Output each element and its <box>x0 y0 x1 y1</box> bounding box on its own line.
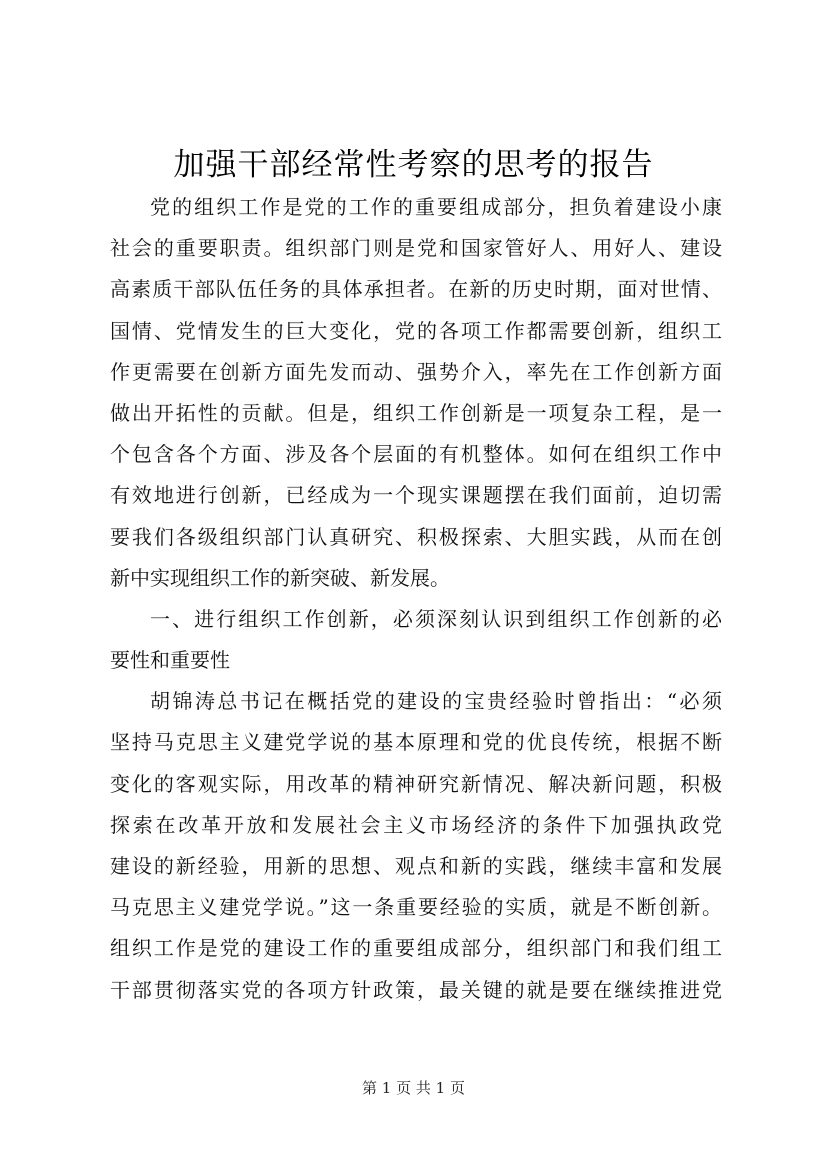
document-title: 加强干部经常性考察的思考的报告 <box>173 147 654 183</box>
paragraph-line: 变化的客观实际，用改革的精神研究新情况、解决新问题，积极 <box>110 771 722 796</box>
paragraph-line: 做出开拓性的贡献。但是，组织工作创新是一项复杂工程，是一 <box>110 400 722 425</box>
paragraph-line: 作更需要在创新方面先发而动、强势介入，率先在工作创新方面 <box>110 359 722 384</box>
section-heading-line: 一、进行组织工作创新，必须深刻认识到组织工作创新的必 <box>150 606 722 631</box>
paragraph-line: 高素质干部队伍任务的具体承担者。在新的历史时期，面对世情、 <box>110 277 722 302</box>
section-heading-line: 要性和重要性 <box>110 648 230 673</box>
paragraph-line: 个包含各个方面、涉及各个层面的有机整体。如何在组织工作中 <box>110 442 722 467</box>
paragraph-line: 马克思主义建党学说。”这一条重要经验的实质，就是不断创新。 <box>110 895 722 920</box>
paragraph-line: 建设的新经验，用新的思想、观点和新的实践，继续丰富和发展 <box>110 854 722 878</box>
page-number-footer: 第 1 页 共 1 页 <box>362 1079 465 1097</box>
paragraph-line: 新中实现组织工作的新突破、新发展。 <box>110 565 450 590</box>
paragraph-line: 探索在改革开放和发展社会主义市场经济的条件下加强执政党 <box>110 812 722 837</box>
paragraph-line: 有效地进行创新，已经成为一个现实课题摆在我们面前，迫切需 <box>110 483 722 508</box>
paragraph-line: 干部贯彻落实党的各项方针政策，最关键的就是要在继续推进党 <box>110 977 722 1002</box>
paragraph-line: 坚持马克思主义建党学说的基本原理和党的优良传统，根据不断 <box>110 730 722 755</box>
paragraph-line: 胡锦涛总书记在概括党的建设的宝贵经验时曾指出：“必须 <box>150 689 722 714</box>
document-body <box>110 187 722 1011</box>
paragraph-line: 要我们各级组织部门认真研究、积极探索、大胆实践，从而在创 <box>110 524 722 549</box>
paragraph-line: 社会的重要职责。组织部门则是党和国家管好人、用好人、建设 <box>110 236 722 261</box>
paragraph-line: 组织工作是党的建设工作的重要组成部分，组织部门和我们组工 <box>110 936 722 961</box>
paragraph-line: 党的组织工作是党的工作的重要组成部分，担负着建设小康 <box>150 195 722 219</box>
paragraph-line: 国情、党情发生的巨大变化，党的各项工作都需要创新，组织工 <box>110 318 722 343</box>
